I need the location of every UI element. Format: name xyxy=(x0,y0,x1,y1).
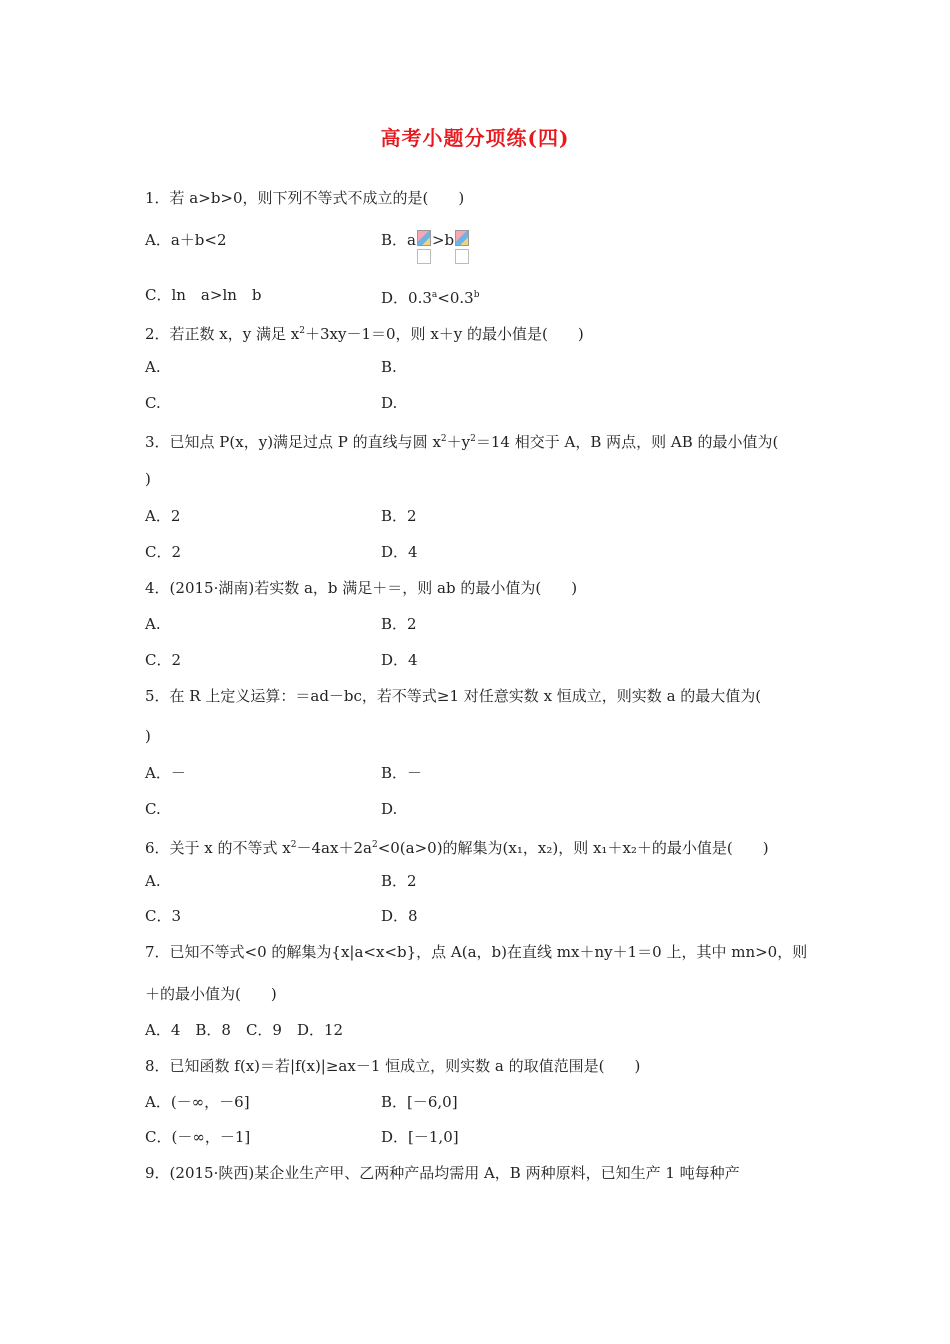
question-3-option-c: C．2 xyxy=(145,543,182,561)
question-7-options: A．4 B．8 C．9 D．12 xyxy=(145,1021,344,1039)
question-8-stem: 8．已知函数 f(x)＝若|f(x)|≥ax－1 恒成立，则实数 a 的取值范围是( ) xyxy=(145,1057,641,1075)
question-4-option-d: D．4 xyxy=(381,651,418,669)
question-6-stem xyxy=(145,835,769,858)
option-d-text: <0.3 xyxy=(437,289,474,307)
question-4-stem: 4．(2015·湖南)若实数 a，b 满足＋＝，则 ab 的最小值为( ) xyxy=(145,579,578,597)
question-5-option-b: B．－ xyxy=(381,764,423,782)
question-3-stem xyxy=(145,429,778,452)
exponent: 2 xyxy=(470,434,476,444)
stem-text: 3．已知点 P(x，y)满足过点 P 的直线与圆 x xyxy=(145,433,441,451)
question-6-option-a: A. xyxy=(145,872,161,890)
question-5-stem-continued: ) xyxy=(145,727,151,745)
page-title: 高考小题分项练(四) xyxy=(380,126,570,150)
question-1-option-b-mid: >b xyxy=(431,231,455,249)
question-1-option-b-pre: B．a xyxy=(381,231,416,249)
question-1-option-b xyxy=(381,230,470,250)
question-5-option-d: D. xyxy=(381,800,398,818)
exponent: 2 xyxy=(299,326,305,336)
exponent: 2 xyxy=(371,840,378,850)
option-d-text: D．0.3 xyxy=(381,289,432,307)
exponent: a xyxy=(431,290,438,300)
question-3-option-a: A．2 xyxy=(145,507,181,525)
question-4-option-c: C．2 xyxy=(145,651,182,669)
question-8-option-b: B．[－6,0] xyxy=(381,1093,458,1111)
question-1-option-c: C．ln a>ln b xyxy=(145,286,262,304)
question-4-option-b: B．2 xyxy=(381,615,417,633)
question-1-option-a: A．a＋b<2 xyxy=(145,231,227,249)
question-4-option-a: A. xyxy=(145,615,161,633)
question-1-stem: 1．若 a>b>0，则下列不等式不成立的是( ) xyxy=(145,189,465,207)
question-8-option-c: C．(－∞，－1] xyxy=(145,1128,251,1146)
stem-text: ＋y xyxy=(446,433,471,451)
question-3-stem-continued: ) xyxy=(145,470,151,488)
question-6-option-b: B．2 xyxy=(381,872,417,890)
question-5-option-c: C. xyxy=(145,800,161,818)
question-2-option-b: B. xyxy=(381,358,397,376)
question-3-option-b: B．2 xyxy=(381,507,417,525)
question-6-option-c: C．3 xyxy=(145,907,182,925)
question-7-stem: 7．已知不等式<0 的解集为{x|a<x<b}，点 A(a，b)在直线 mx＋ny＋1＝0 上，其中 mn>0，则 xyxy=(145,943,808,961)
stem-text: ＝14 相交于 A，B 两点，则 AB 的最小值为( xyxy=(475,433,779,451)
stem-text: －4ax＋2a xyxy=(296,839,372,857)
stem-text: 2．若正数 x，y 满足 x xyxy=(145,325,300,343)
question-8-option-d: D．[－1,0] xyxy=(381,1128,459,1146)
question-3-option-d: D．4 xyxy=(381,543,418,561)
exponent: b xyxy=(473,290,480,300)
formula-image-icon xyxy=(455,230,469,248)
exponent: 2 xyxy=(440,434,447,444)
formula-image-icon xyxy=(417,230,431,248)
question-2-stem xyxy=(145,321,584,344)
question-2-option-c: C. xyxy=(145,394,161,412)
exponent: 2 xyxy=(290,840,297,850)
stem-text: <0(a>0)的解集为(x₁，x₂)，则 x₁＋x₂＋的最小值是( ) xyxy=(377,839,769,857)
question-1-option-d xyxy=(381,285,479,308)
question-5-stem: 5．在 R 上定义运算：＝ad－bc，若不等式≥1 对任意实数 x 恒成立，则实数 a 的最大值为( xyxy=(145,687,762,705)
question-8-option-a: A．(－∞，－6] xyxy=(145,1093,250,1111)
question-2-option-a: A. xyxy=(145,358,161,376)
question-6-option-d: D．8 xyxy=(381,907,418,925)
question-2-option-d: D. xyxy=(381,394,398,412)
question-5-option-a: A．－ xyxy=(145,764,186,782)
stem-text: ＋3xy－1＝0，则 x＋y 的最小值是( ) xyxy=(304,325,584,343)
stem-text: 6．关于 x 的不等式 x xyxy=(145,839,291,857)
question-7-stem-continued: ＋的最小值为( ) xyxy=(145,985,277,1003)
question-9-stem: 9．(2015·陕西)某企业生产甲、乙两种产品均需用 A，B 两种原料，已知生产 1 吨每种产 xyxy=(145,1164,740,1182)
